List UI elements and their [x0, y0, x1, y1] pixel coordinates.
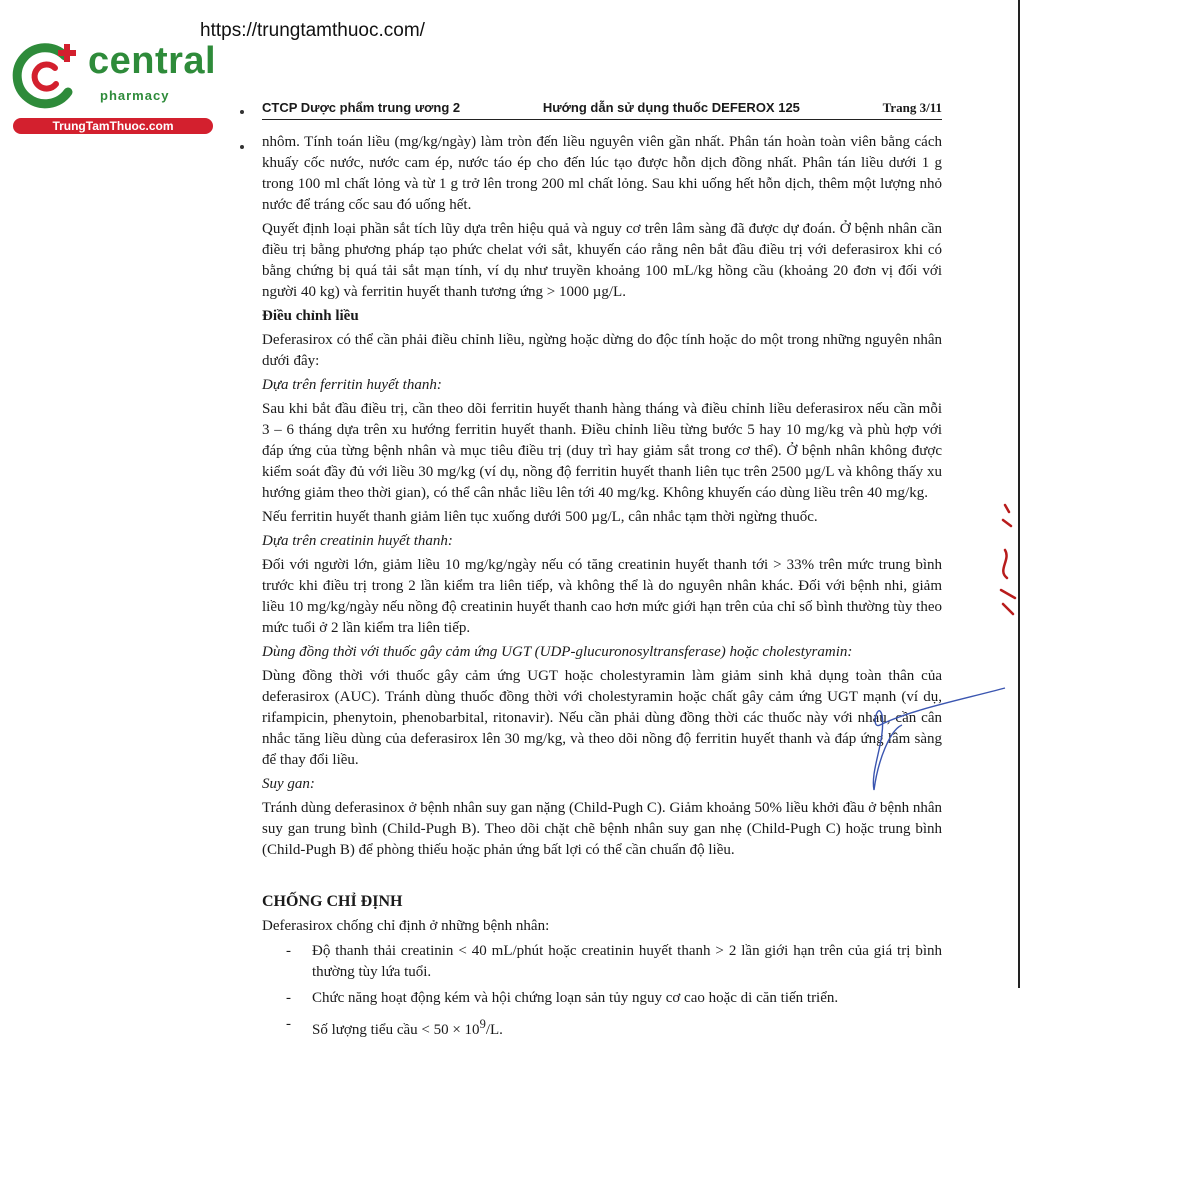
header-doc-title: Hướng dẫn sử dụng thuốc DEFEROX 125 [542, 100, 800, 115]
logo-site-bar: TrungTamThuoc.com [13, 118, 213, 134]
header-page-number: Trang 3/11 [882, 100, 942, 115]
pharmacy-cross-icon [10, 38, 86, 114]
list-item-text: Số lượng tiểu cầu < 50 × 10 [312, 1022, 480, 1038]
scan-speck [240, 110, 244, 114]
watermark-url: https://trungtamthuoc.com/ [200, 20, 425, 41]
paragraph: Quyết định loại phần sắt tích lũy dựa trên hiệu quả và nguy cơ trên lâm sàng đã được dự đoán. Ở bệnh nhân cần điều trị bằng phương pháp tạo phức chelat với sắt, khuyến cáo rằng nên bắt đầu điều trị với deferasirox khi có bằng chứng bị quá tải sắt mạn tính, ví dụ như truyền khoảng 100 mL/kg hồng cầu (khoảng 20 đơn vị đối với người 40 kg) và ferritin huyết thanh tương ứng > 1000 µg/L. [262, 221, 942, 300]
scan-edge-line [1018, 0, 1020, 988]
section-heading-contraindications: CHỐNG CHỈ ĐỊNH [262, 893, 403, 910]
paragraph: Sau khi bắt đầu điều trị, cần theo dõi ferritin huyết thanh hàng tháng và điều chỉnh liều deferasirox nếu cần mỗi 3 – 6 tháng dựa trên xu hướng ferritin huyết thanh. Điều chỉnh liều từng bước 5 hay 10 mg/kg và phù hợp với đáp ứng của từng bệnh nhân và mục tiêu điều trị (duy trì hay giảm sắt trong cơ thể). Ở bệnh nhân không được kiểm soát đầy đủ với liều 30 mg/kg (ví dụ, nồng độ ferritin huyết thanh liên tục trên 2500 µg/L và không thấy xu hướng giảm theo thời gian), có thể cân nhắc liều lên tới 40 mg/kg. Không khuyến cáo dùng liều trên 40 mg/kg. [262, 401, 942, 501]
paragraph: Deferasirox có thể cần phải điều chỉnh liều, ngừng hoặc dừng do độc tính hoặc do một trong những nguyên nhân dưới đây: [262, 332, 942, 369]
logo-brand: central [88, 40, 217, 82]
section-heading-dose-adjustment: Điều chỉnh liều [262, 308, 359, 324]
paragraph: Đối với người lớn, giảm liều 10 mg/kg/ngày nếu có tăng creatinin huyết thanh tới > 33% trên mức trung bình trước khi điều trị trong 2 lần kiểm tra liên tiếp, và không thể là do nguyên nhân khác. Đối với bệnh nhi, giảm liều 10 mg/kg/ngày nếu nồng độ creatinin huyết thanh cao hơn mức giới hạn trên của chỉ số bình thường tùy theo mức tuổi ở 2 lần kiểm tra liên tiếp. [262, 557, 942, 636]
subheading-ugt: Dùng đồng thời với thuốc gây cảm ứng UGT (UDP-glucuronosyltransferase) hoặc cholestyramin: [262, 644, 853, 660]
document-body [262, 132, 942, 1046]
header-company: CTCP Dược phẩm trung ương 2 [262, 100, 461, 115]
central-pharmacy-logo [10, 38, 215, 138]
paragraph: nhôm. Tính toán liều (mg/kg/ngày) làm tròn đến liều nguyên viên gần nhất. Phân tán hoàn toàn viên bằng cách khuấy cốc nước, nước cam ép, nước táo ép cho đến lúc tạo được hỗn dịch đồng nhất. Phân tán liều dưới 1 g trong 100 ml chất lỏng và từ 1 g trở lên trong 200 ml chất lỏng. Sau khi uống hết hỗn dịch, thêm một lượng nhỏ nước để tráng cốc sau đó uống hết. [262, 134, 942, 213]
red-stamp-mark [985, 500, 1025, 620]
page-header [262, 100, 942, 120]
list-item [262, 1014, 942, 1041]
logo-brand-sub: pharmacy [100, 88, 170, 103]
list-item-unit: /L. [485, 1022, 503, 1038]
paragraph: Tránh dùng deferasinox ở bệnh nhân suy gan nặng (Child-Pugh C). Giảm khoảng 50% liều khởi đầu ở bệnh nhân suy gan trung bình (Child-Pugh B). Theo dõi chặt chẽ bệnh nhân suy gan nhẹ (Child-Pugh C) hoặc trung bình (Child-Pugh B) để phòng thiếu hoặc phản ứng bất lợi có thể cần chuẩn độ liều. [262, 800, 942, 858]
list-item: - Độ thanh thải creatinin < 40 mL/phút hoặc creatinin huyết thanh > 2 lần giới hạn trên của giá trị bình thường tùy lứa tuổi. [262, 941, 942, 983]
paragraph: Nếu ferritin huyết thanh giảm liên tục xuống dưới 500 µg/L, cân nhắc tạm thời ngừng thuốc. [262, 509, 818, 525]
subheading-creatinin: Dựa trên creatinin huyết thanh: [262, 533, 453, 549]
exponent: 9 [479, 1017, 486, 1031]
paragraph: Dùng đồng thời với thuốc gây cảm ứng UGT hoặc cholestyramin làm giảm sinh khả dụng toàn thân của deferasirox (AUC). Tránh dùng thuốc đồng thời với cholestyramin hoặc chất gây cảm ứng UGT mạnh (ví dụ, rifampicin, phenytoin, phenobarbital, ritonavir). Nếu cần phải dùng đồng thời các thuốc này với nhau, cần cân nhắc tăng liều dùng của deferasirox lên 30 mg/kg, và theo dõi nồng độ ferritin huyết thanh và đáp ứng lâm sàng để thay đổi liều. [262, 668, 942, 768]
subheading-liver: Suy gan: [262, 776, 315, 792]
signature-scribble [840, 680, 1010, 800]
list-item: - Chức năng hoạt động kém và hội chứng loạn sản tủy nguy cơ cao hoặc di căn tiến triển. [262, 988, 942, 1009]
paragraph: Deferasirox chống chỉ định ở những bệnh nhân: [262, 918, 550, 934]
subheading-ferritin: Dựa trên ferritin huyết thanh: [262, 377, 442, 393]
scan-speck [240, 145, 244, 149]
contraindication-list [262, 941, 942, 1041]
